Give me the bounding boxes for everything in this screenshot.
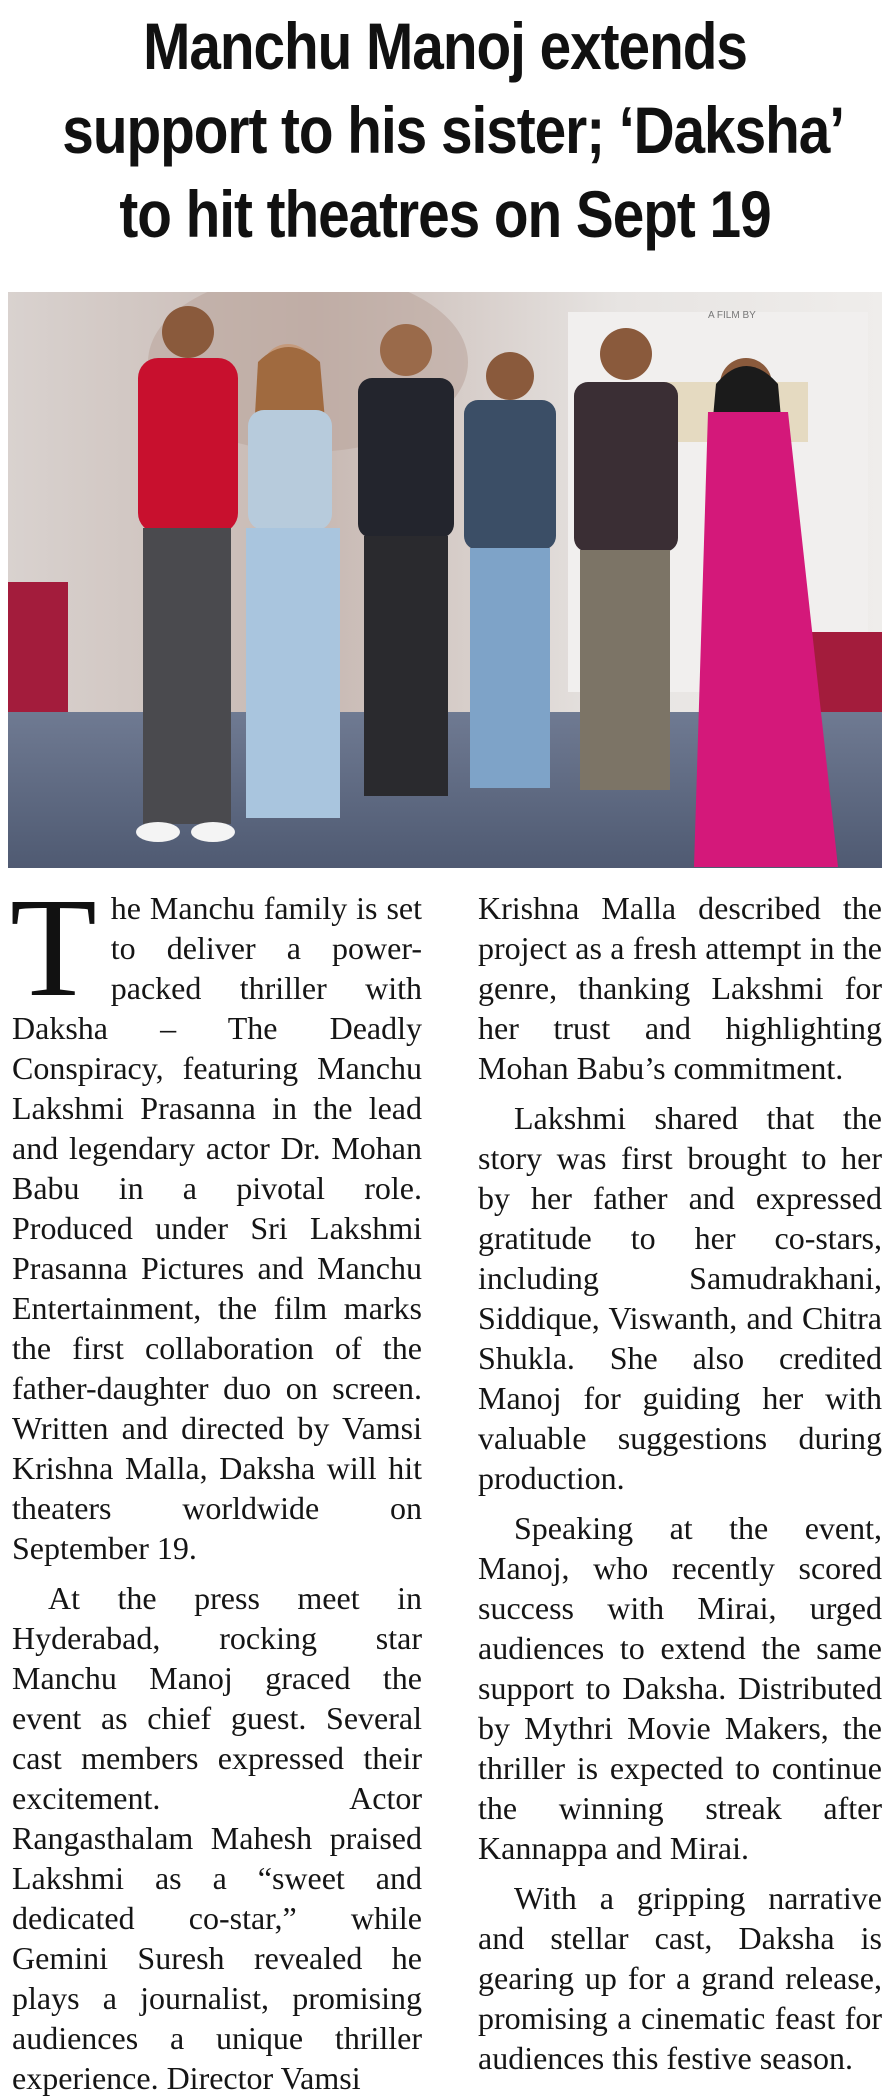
headline [62, 4, 845, 256]
article-column-left [10, 868, 422, 2098]
paragraph-1 [10, 868, 422, 1568]
paragraph-1-text: he Manchu family is set to deliver a power-packed thriller with Daksha – The Deadly Conspiracy, featuring Manchu Lakshmi Prasanna in the lead and legendary actor Dr. Mohan Babu in a pivotal role. Produced under Sri Lakshmi Prasanna Pictures and Manchu Entertainment, the film marks the first collaboration of the father-daughter duo on screen. Written and directed by Vamsi Krishna Malla, Daksha will hit theaters worldwide on September 19. [12, 890, 422, 1566]
paragraph-4: Lakshmi shared that the story was first brought to her by her father and expressed gratitude to her co-stars, including Samudrakhani, Siddique, Viswanth, and Chitra Shukla. She also credited Manoj for guiding her with valuable suggestions during production. [478, 1100, 882, 1496]
paragraph-3: Krishna Malla described the project as a fresh attempt in the genre, thanking Lakshmi for her trust and highlighting Mohan Babu’s commitment. [478, 890, 882, 1086]
svg-text:A FILM BY: A FILM BY [708, 310, 756, 321]
headline-line-2: support to his sister; ‘Daksha’ [62, 93, 845, 167]
headline-line-3: to hit theatres on Sept 19 [119, 177, 771, 251]
paragraph-2: At the press meet in Hyderabad, rocking star Manchu Manoj graced the event as chief guest. Several cast members expressed their excitement. Actor Rangasthalam Mahesh praised Lakshmi as a “sweet and dedicated co-star,” while Gemini Suresh revealed he plays a journalist, promising audiences a unique thriller experience. Director Vamsi [12, 1580, 422, 2096]
drop-cap: T [10, 868, 97, 1026]
person-2 [246, 344, 340, 818]
press-meet-photo [8, 292, 882, 868]
person-5 [574, 328, 678, 790]
article-column-right [478, 888, 882, 2078]
person-1 [136, 306, 238, 842]
paragraph-5: Speaking at the event, Manoj, who recently scored success with Mirai, urged audiences to extend the same support to Daksha. Distributed by Mythri Movie Makers, the thriller is expected to continue the winning streak after Kannappa and Mirai. [478, 1510, 882, 1866]
person-4 [464, 352, 556, 788]
person-3 [358, 324, 454, 796]
headline-line-1: Manchu Manoj extends [143, 9, 747, 83]
paragraph-6: With a gripping narrative and stellar cast, Daksha is gearing up for a grand release, promising a cinematic feast for audiences this festive season. [478, 1880, 882, 2076]
